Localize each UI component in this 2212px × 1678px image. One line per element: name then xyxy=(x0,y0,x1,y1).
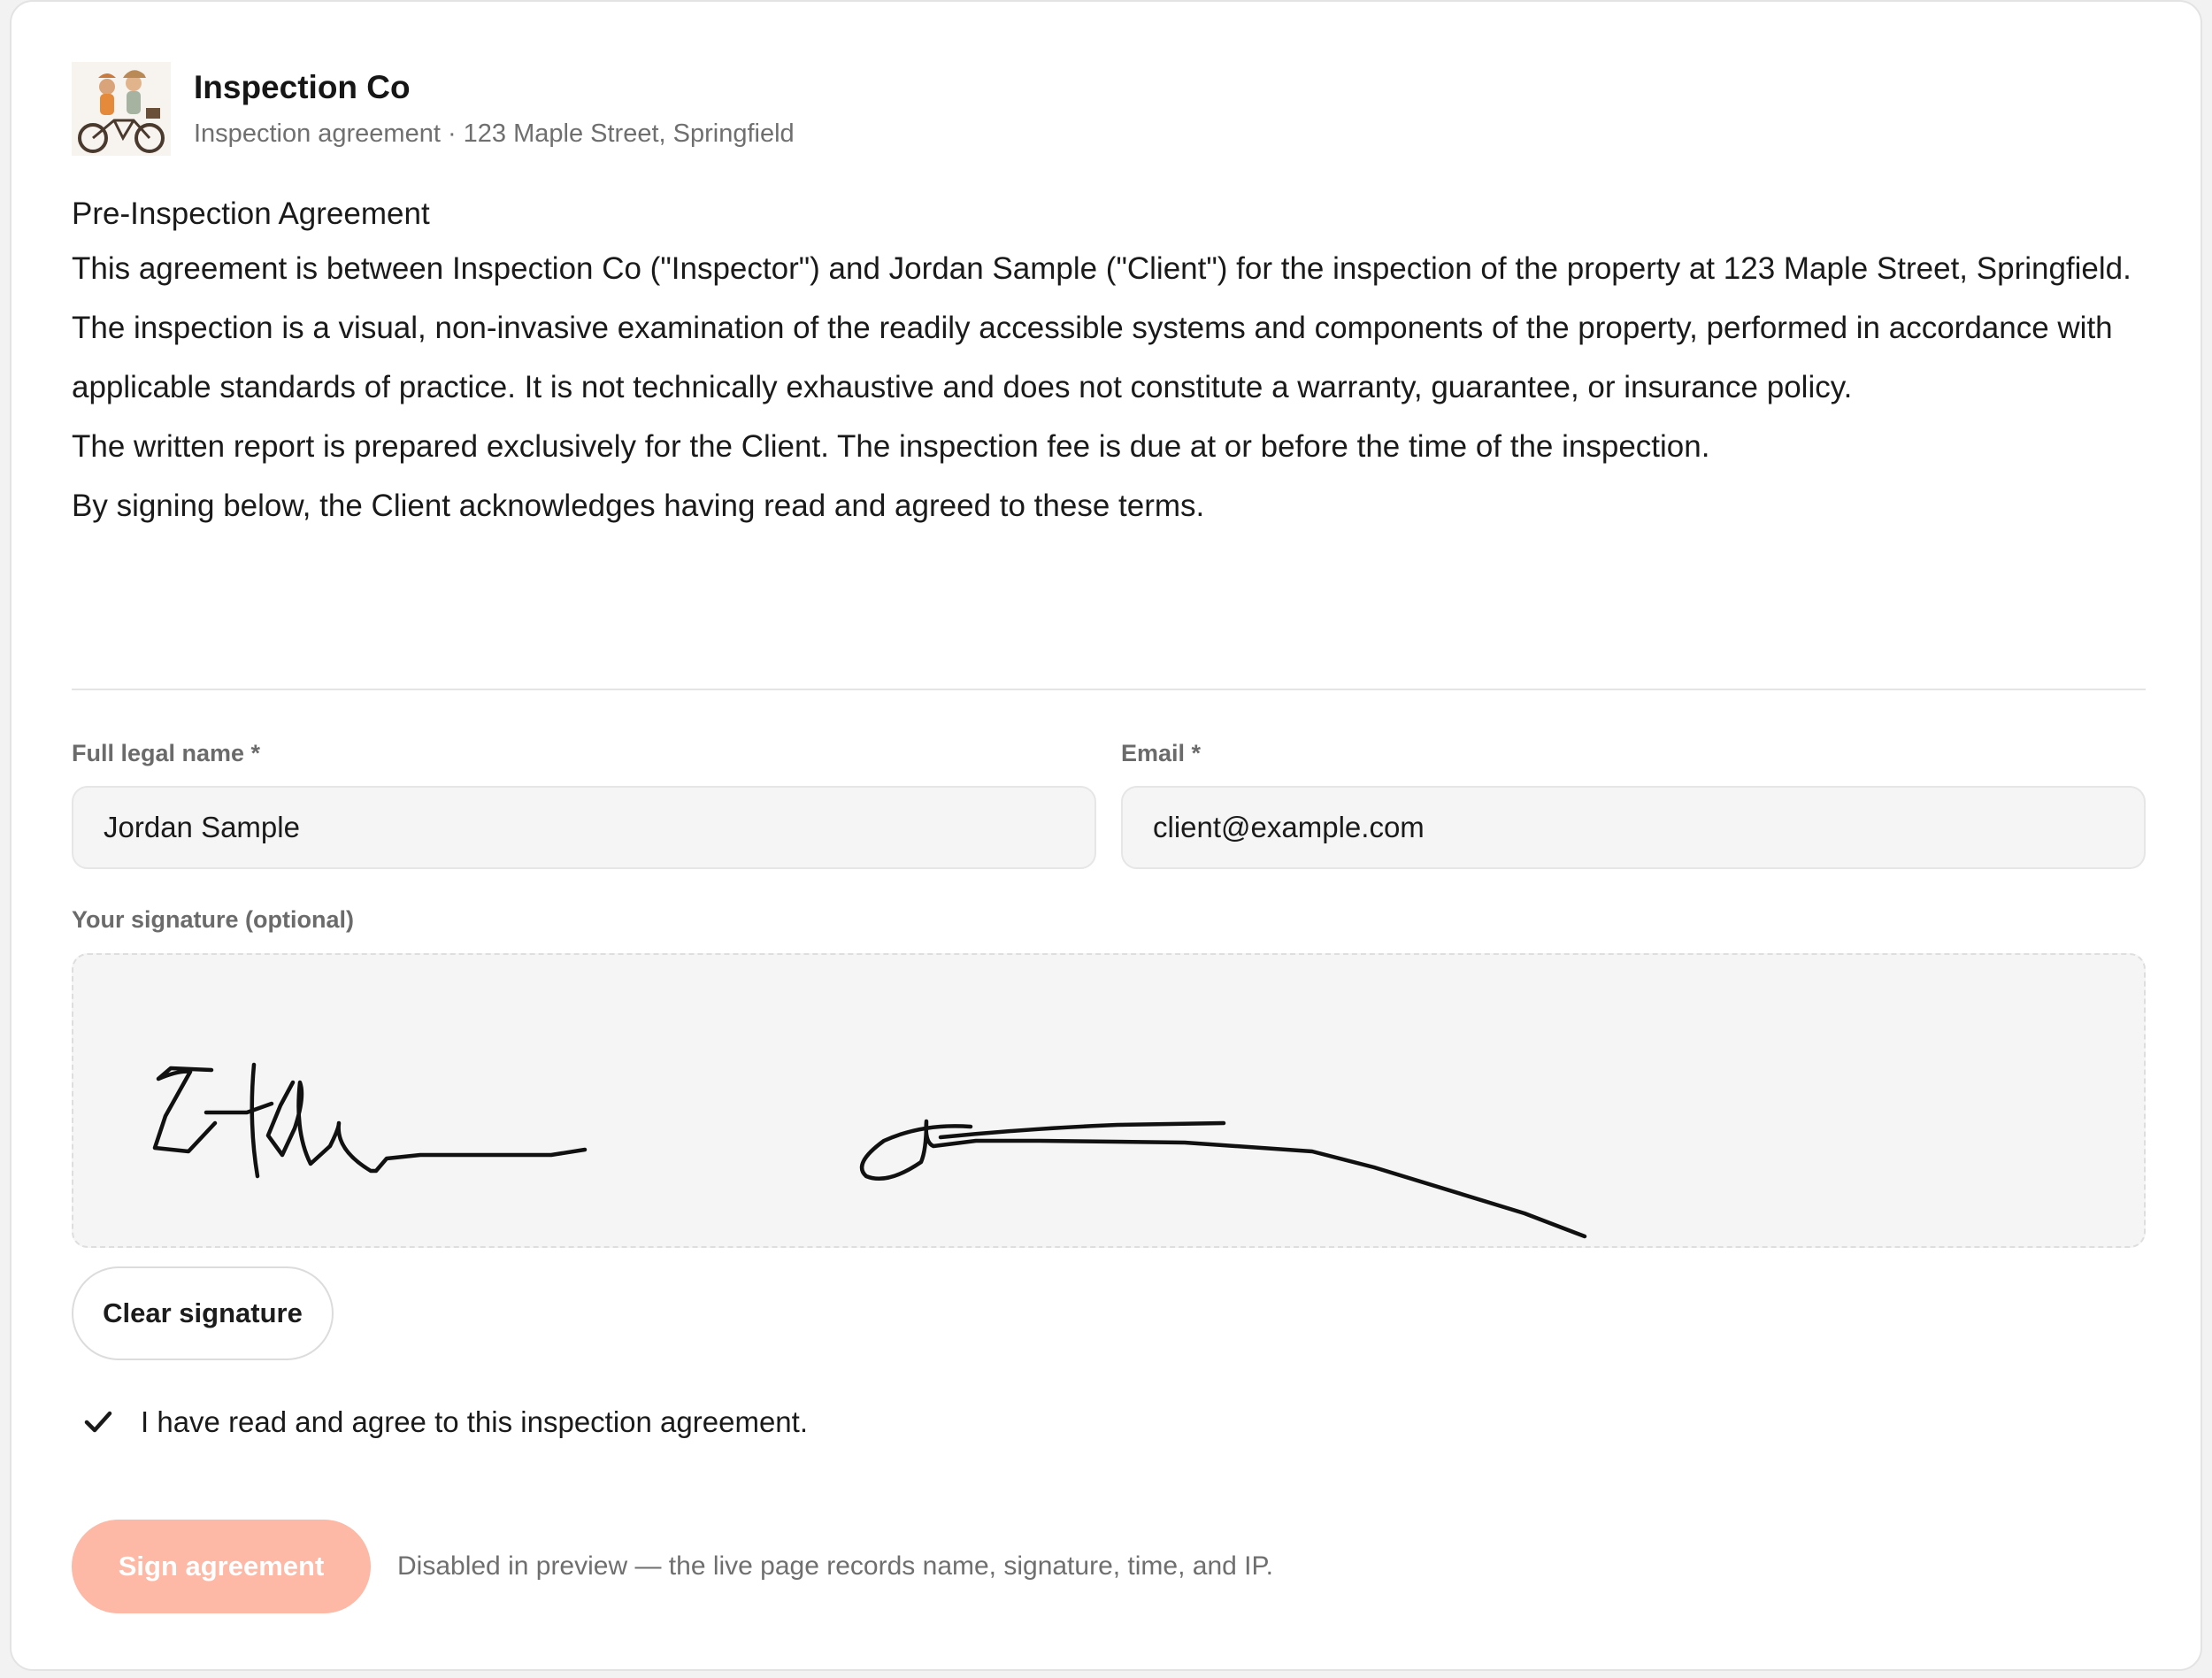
agreement-text xyxy=(72,189,2160,535)
email-input[interactable] xyxy=(1121,786,2146,869)
agreement-paragraph: The written report is prepared exclusively for the Client. The inspection fee is due at or before the time of the inspection. xyxy=(72,429,1710,464)
divider xyxy=(72,689,2146,690)
signature-pad[interactable] xyxy=(72,953,2146,1248)
agree-label[interactable]: I have read and agree to this inspection agreement. xyxy=(141,1405,808,1438)
agreement-paragraph: By signing below, the Client acknowledges having read and agreed to these terms. xyxy=(72,489,1205,523)
signature-label: Your signature (optional) xyxy=(72,906,354,933)
email-label: Email * xyxy=(1121,740,1202,766)
header xyxy=(72,62,795,156)
signature-drawing xyxy=(73,955,2146,1248)
agree-checkbox-row[interactable] xyxy=(82,1405,808,1439)
check-icon[interactable] xyxy=(82,1406,114,1438)
company-name: Inspection Co xyxy=(194,69,411,105)
name-label: Full legal name * xyxy=(72,740,261,766)
agreement-paragraph: The inspection is a visual, non-invasive examination of the readily accessible systems and components of the property, performed in accordance with applicable standards of practice. It is not technically exhaustive and does not constitute a warranty, guarantee, or insurance policy. xyxy=(72,311,2113,404)
company-logo xyxy=(72,62,171,156)
agreement-card xyxy=(10,0,2202,1671)
agreement-paragraph: This agreement is between Inspection Co ("Inspector") and Jordan Sample ("Client") for the inspection of the property at 123 Maple Street, Springfield. xyxy=(72,251,2131,286)
agreement-subtitle: Inspection agreement · 123 Maple Street, Springfield xyxy=(194,119,795,148)
preview-note: Disabled in preview — the live page records name, signature, time, and IP. xyxy=(397,1551,1273,1581)
sign-agreement-button[interactable]: Sign agreement xyxy=(72,1520,371,1613)
agreement-title: Pre-Inspection Agreement xyxy=(72,196,430,231)
clear-signature-button[interactable]: Clear signature xyxy=(72,1266,334,1360)
full-name-input[interactable] xyxy=(72,786,1096,869)
